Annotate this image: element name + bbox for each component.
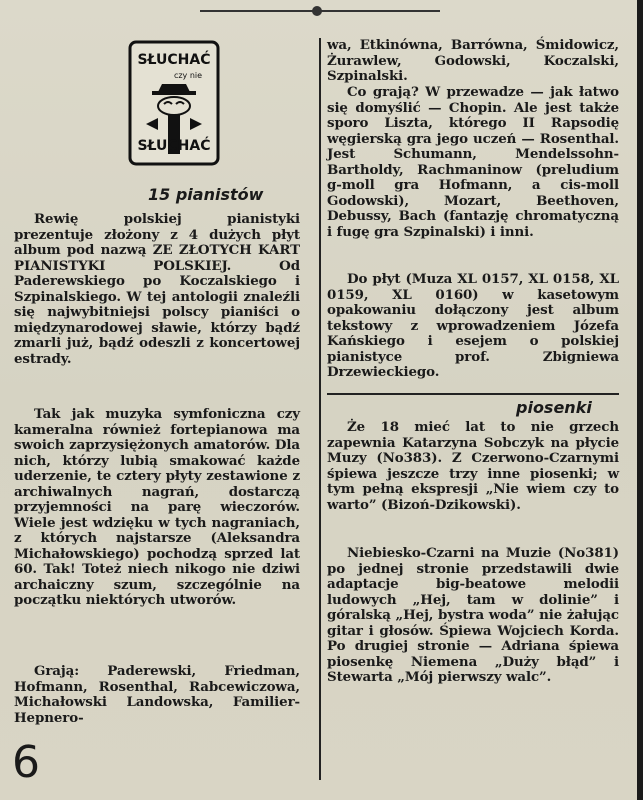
svg-text:SŁUCHAĆ: SŁUCHAĆ xyxy=(137,138,211,154)
article-paragraph: Grają: Paderewski, Friedman, Hofmann, Rosenthal, Rabcewiczowa, Michałowski Landowska, Familier-Hepnero- xyxy=(14,663,300,726)
page-number: 6 xyxy=(12,737,40,788)
article-paragraph: Niebiesko-Czarni na Muzie (No381) po jednej stronie przedstawili dwie adaptacje big-beatowe melodii ludowych „Hej, tam w dolinie” i góralską „Hej, bystra woda” nie żałując gitar i głosów. Śpiewa Wojciech Korda. Po drugiej stronie — Adriana śpiewa piosenkę Niemena „Duży błąd” i Stewarta „Mój pierwszy walc”. xyxy=(327,545,619,685)
sluchac-logo xyxy=(128,40,220,166)
svg-text:czy nie: czy nie xyxy=(173,71,203,80)
article-paragraph: wa, Etkinówna, Barrówna, Śmidowicz, Żurawlew, Godowski, Koczalski, Szpinalski. xyxy=(327,37,619,84)
article-paragraph: Rewię polskiej pianistyki prezentuje złożony z 4 dużych płyt album pod nazwą ZE ZŁOTYCH KART PIANISTYKI POLSKIEJ. Od Paderewskiego po Koczalskiego i Szpinalskiego. W tej antologii znaleźli się najwybitniejsi polscy pianiści o międzynarodowej sławie, którzy bądź zmarli już, bądź odeszli z koncertowej estrady. xyxy=(14,211,300,367)
article-paragraph: Tak jak muzyka symfoniczna czy kameralna również fortepianowa ma swoich zaprzysiężonych amatorów. Dla nich, którzy lubią smakować każde uderzenie, te cztery płyty zestawione z archiwalnych nagrań, dostarczą przyjemności na parę wieczorów. Wiele jest wdzięku w tych nagraniach, z których najstarsze (Aleksandra Michałowskiego) pochodzą sprzed lat 60. Tak! Toteż niech nikogo nie dziwi archaiczny szum, szczególnie na początku niektórych utworów. xyxy=(14,406,300,608)
heading-15-pianistow: 15 pianistów xyxy=(148,185,264,204)
heading-piosenki: piosenki xyxy=(516,398,592,417)
sluchac-logo-icon xyxy=(128,40,220,166)
page-edge xyxy=(637,0,643,800)
svg-text:SŁUCHAĆ: SŁUCHAĆ xyxy=(137,52,211,68)
top-ornament-dot xyxy=(312,6,322,16)
column-divider xyxy=(319,38,321,780)
article-paragraph: Do płyt (Muza XL 0157, XL 0158, XL 0159, XL 0160) w kasetowym opakowaniu dołączony jest album tekstowy z wprowadzeniem Józefa Kańskiego i esejem o polskiej pianistyce prof. Zbigniewa Drzewieckiego. xyxy=(327,271,619,380)
section-divider xyxy=(327,393,619,395)
article-paragraph: Że 18 mieć lat to nie grzech zapewnia Katarzyna Sobczyk na płycie Muzy (No383). Z Czerwono-Czarnymi śpiewa jeszcze trzy inne piosenki; w tym pełną ekspresji „Nie wiem czy to warto” (Bizoń-Dzikowski). xyxy=(327,419,619,513)
article-paragraph: Co grają? W przewadze — jak łatwo się domyślić — Chopin. Ale jest także sporo Liszta, którego II Rapsodię węgierską gra jego uczeń — Rosenthal. Jest Schumann, Mendelssohn-Bartholdy, Rachmaninow (preludium g-moll gra Hofmann, a cis-moll Godowski), Mozart, Beethoven, Debussy, Bach (fantazję chromatyczną i fugę gra Szpinalski) i inni. xyxy=(327,84,619,240)
